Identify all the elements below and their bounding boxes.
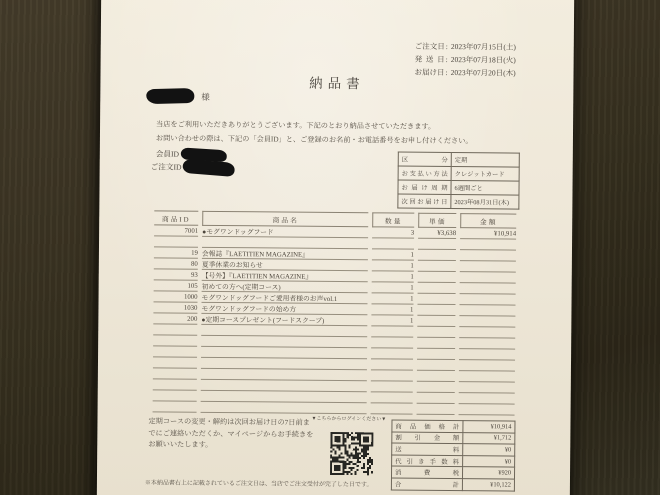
item-unit-price: ¥3,638 <box>418 228 456 239</box>
totals-value: ¥0 <box>463 455 515 467</box>
totals-row-grand-total <box>391 478 514 491</box>
totals-label: 割引金額 <box>392 432 463 444</box>
info-value: クレジットカード <box>451 167 519 182</box>
info-label: お支払い方法 <box>398 166 451 180</box>
totals-value: ¥0 <box>463 444 515 456</box>
totals-table <box>391 419 516 491</box>
info-row-category <box>398 152 519 167</box>
info-row-cycle <box>398 180 519 195</box>
colon: : <box>445 67 448 77</box>
info-label: 次回お届け日 <box>398 194 451 208</box>
item-name: 【号外】『LAETITIEN MAGAZINE』 <box>202 270 368 282</box>
item-amount: ¥10,914 <box>460 228 516 239</box>
info-value: 定期 <box>451 153 519 168</box>
item-qty: 1 <box>371 315 413 326</box>
customer-name-line <box>146 88 210 104</box>
colon: : <box>445 54 448 64</box>
item-id: 19 <box>154 247 198 258</box>
item-id: 7001 <box>154 225 198 236</box>
header-amount: 金額 <box>460 213 516 228</box>
items-table <box>149 210 521 415</box>
item-id: 200 <box>153 313 197 324</box>
info-row-payment <box>398 166 519 181</box>
ship-date-label: 発送日 <box>414 54 445 64</box>
item-name: 会報誌『LAETITIEN MAGAZINE』 <box>202 248 368 260</box>
header-qty: 数量 <box>372 212 414 227</box>
info-row-next-delivery <box>398 194 519 209</box>
greeting-text <box>156 118 473 148</box>
totals-value: ¥10,122 <box>462 479 514 491</box>
redacted-order-id <box>182 158 235 176</box>
totals-value: ¥1,712 <box>463 432 515 444</box>
colon: : <box>445 41 448 51</box>
order-date-label: ご注文日 <box>414 41 445 51</box>
item-qty: 3 <box>372 227 414 238</box>
totals-label: 消費税 <box>391 466 462 478</box>
header-unit-price: 単価 <box>418 213 456 228</box>
qr-code <box>330 432 373 475</box>
order-date-note: ※本納品書右上に記載されているご注文日は、当店でご注文受付が完了した日です。 <box>144 480 373 489</box>
member-ids-block <box>151 147 235 174</box>
notice-line-2: でにご連絡いただくか、マイページからお手続きを <box>148 428 314 439</box>
item-name: ●定期コースプレゼント(フードスクープ) <box>201 314 367 326</box>
notice-line-3: お願いいたします。 <box>148 440 213 450</box>
header-product-name: 商品名 <box>202 211 368 227</box>
item-name: モグワンドッグフードご愛用者様のお声vol.1 <box>202 292 368 304</box>
item-qty: 1 <box>372 271 414 282</box>
login-prompt-label: ▼こちらからログインください▼ <box>311 416 387 423</box>
totals-row-tax <box>391 466 514 479</box>
totals-label: 商品価格計 <box>392 420 463 432</box>
header-product-id: 商品ID <box>154 210 198 225</box>
honorific: 様 <box>201 91 210 102</box>
totals-label: 合計 <box>391 478 462 490</box>
delivery-note-paper <box>97 0 575 495</box>
item-name: ●モグワンドッグフード <box>202 226 368 238</box>
notice-line-1: 定期コースの変更・解約は次回お届け日の7日前ま <box>148 417 310 427</box>
redacted-customer-name <box>146 88 194 104</box>
item-qty: 1 <box>372 260 414 271</box>
totals-value: ¥920 <box>462 467 514 479</box>
item-name: 初めての方へ(定期コース) <box>202 281 368 293</box>
member-id-label: 会員ID <box>155 149 180 159</box>
delivery-date-label: お届け日 <box>414 67 445 77</box>
item-id: 1030 <box>153 302 197 313</box>
item-name: 夏季休業のお知らせ <box>202 259 368 271</box>
info-label: お届け周期 <box>398 180 451 194</box>
item-qty: 1 <box>372 249 414 260</box>
ship-date-line <box>415 53 516 67</box>
subscription-info-table <box>397 152 519 210</box>
item-name: モグワンドッグフードの始め方 <box>201 303 367 315</box>
order-date-value: 2023年07月15日(土) <box>450 41 516 52</box>
item-qty: 1 <box>372 293 414 304</box>
item-id: 105 <box>154 280 198 291</box>
totals-label: 代引き手数料 <box>392 455 463 467</box>
order-id-label: ご注文ID <box>150 162 182 172</box>
ship-date-value: 2023年07月18日(火) <box>450 54 516 65</box>
order-date-line <box>415 40 516 54</box>
totals-value: ¥10,914 <box>463 421 515 433</box>
totals-row-shipping <box>392 443 515 456</box>
info-value: 2023年08月31日(木) <box>451 195 519 210</box>
empty-row <box>153 401 515 415</box>
greeting-line-1: 当店をご利用いただきありがとうございます。下記のとおり納品させていただきます。 <box>156 120 436 131</box>
info-label: 区分 <box>398 152 451 166</box>
item-id: 93 <box>154 269 198 280</box>
item-id: 80 <box>154 258 198 269</box>
delivery-date-value: 2023年07月20日(木) <box>450 67 516 78</box>
order-id-line <box>151 160 235 174</box>
item-id: 1000 <box>154 291 198 302</box>
subscription-change-notice <box>148 416 313 452</box>
totals-label: 送料 <box>392 443 463 455</box>
greeting-line-2: お問い合わせの際は、下記の「会員ID」と、ご登録のお名前・お電話番号をお申し付けください。 <box>155 134 473 145</box>
totals-row-cod-fee <box>392 455 515 468</box>
document-title: 納品書 <box>309 75 365 92</box>
item-qty: 1 <box>371 304 413 315</box>
item-qty: 1 <box>372 282 414 293</box>
info-value: 6週間ごと <box>451 181 519 196</box>
